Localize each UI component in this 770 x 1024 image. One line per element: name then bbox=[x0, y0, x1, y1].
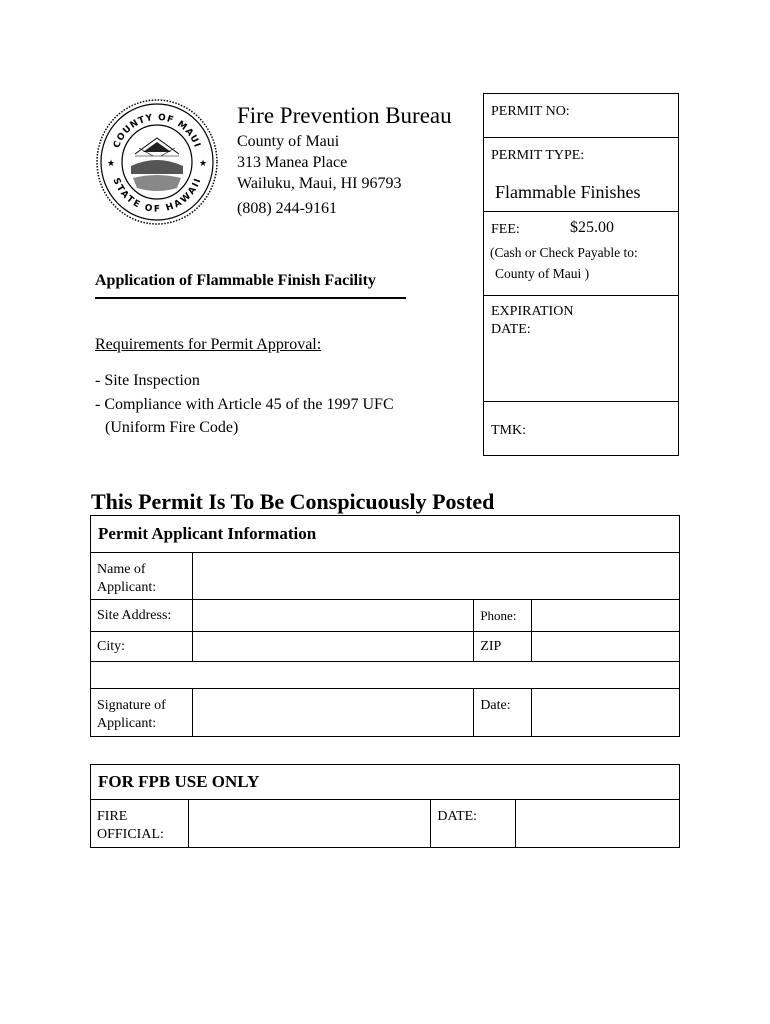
spacer-row bbox=[91, 662, 680, 689]
permit-no-label: PERMIT NO: bbox=[491, 104, 570, 119]
permit-no-row[interactable] bbox=[484, 94, 678, 138]
street-address: 313 Manea Place bbox=[237, 154, 348, 171]
date-label: Date: bbox=[474, 689, 532, 737]
requirements-title: Requirements for Permit Approval: bbox=[95, 336, 322, 353]
application-title: Application of Flammable Finish Facility bbox=[95, 272, 376, 289]
bureau-title: Fire Prevention Bureau bbox=[237, 103, 452, 128]
fpb-section-title: FOR FPB USE ONLY bbox=[91, 765, 680, 800]
svg-text:COUNTY OF MAUI: COUNTY OF MAUI bbox=[112, 112, 202, 150]
applicant-name-field[interactable] bbox=[192, 553, 679, 600]
fee-payee-note: County of Maui ) bbox=[495, 266, 590, 281]
requirement-item: - Site Inspection bbox=[95, 372, 200, 389]
permit-type-row bbox=[484, 138, 678, 212]
fee-payment-note: (Cash or Check Payable to: bbox=[490, 245, 638, 260]
city-state-zip: Wailuku, Maui, HI 96793 bbox=[237, 175, 402, 192]
tmk-label: TMK: bbox=[491, 423, 526, 438]
requirement-item: (Uniform Fire Code) bbox=[105, 419, 239, 436]
posted-notice: This Permit Is To Be Conspicuously Posted bbox=[91, 489, 495, 514]
county-name: County of Maui bbox=[237, 133, 340, 150]
city-label: City: bbox=[91, 632, 193, 662]
zip-field[interactable] bbox=[532, 632, 680, 662]
expiration-row[interactable] bbox=[484, 296, 678, 402]
fire-official-label: FIRE OFFICIAL: bbox=[91, 800, 189, 848]
svg-text:STATE OF HAWAII: STATE OF HAWAII bbox=[110, 176, 204, 215]
svg-text:★: ★ bbox=[199, 158, 208, 168]
county-seal-logo bbox=[95, 96, 220, 226]
signature-label: Signature of Applicant: bbox=[91, 689, 193, 737]
permit-info-box bbox=[483, 93, 679, 456]
phone-field[interactable] bbox=[532, 600, 680, 632]
permit-type-label: PERMIT TYPE: bbox=[491, 148, 585, 163]
signature-field[interactable] bbox=[192, 689, 473, 737]
fpb-date-field[interactable] bbox=[516, 800, 680, 848]
svg-text:★: ★ bbox=[107, 158, 116, 168]
bureau-phone: (808) 244-9161 bbox=[237, 200, 337, 217]
applicant-section-title: Permit Applicant Information bbox=[91, 516, 680, 553]
site-address-label: Site Address: bbox=[91, 600, 193, 632]
fpb-use-table bbox=[90, 764, 680, 848]
requirement-item: - Compliance with Article 45 of the 1997 UFC bbox=[95, 396, 394, 413]
zip-label: ZIP bbox=[474, 632, 532, 662]
tmk-row[interactable] bbox=[484, 402, 678, 456]
site-address-field[interactable] bbox=[192, 600, 473, 632]
fire-official-field[interactable] bbox=[188, 800, 430, 848]
date-field[interactable] bbox=[532, 689, 680, 737]
city-field[interactable] bbox=[192, 632, 473, 662]
fee-value: $25.00 bbox=[570, 219, 614, 236]
applicant-info-table bbox=[90, 515, 680, 737]
permit-type-value: Flammable Finishes bbox=[495, 182, 641, 202]
phone-label: Phone: bbox=[474, 600, 532, 632]
fee-row bbox=[484, 212, 678, 296]
fpb-date-label: DATE: bbox=[431, 800, 516, 848]
expiration-label: EXPIRATION bbox=[491, 304, 574, 319]
fee-label: FEE: bbox=[491, 222, 520, 237]
title-underline bbox=[95, 297, 406, 299]
expiration-date-label: DATE: bbox=[491, 322, 531, 337]
applicant-name-label: Name of Applicant: bbox=[91, 553, 193, 600]
